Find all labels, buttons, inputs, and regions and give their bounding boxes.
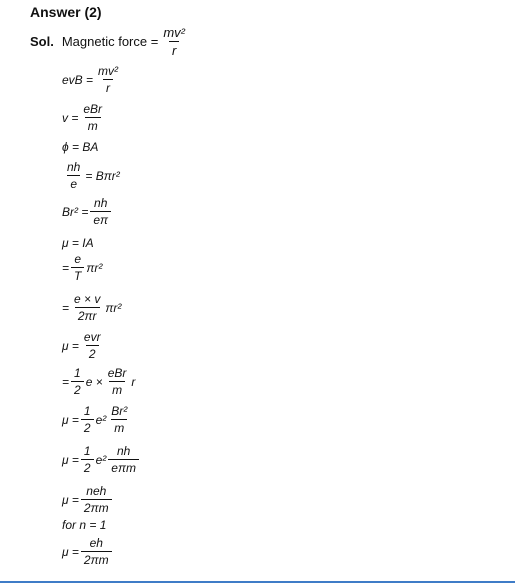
- step-fraction: [71, 252, 84, 283]
- step-fraction-numerator: mv²: [98, 64, 119, 78]
- step-fraction: [64, 160, 83, 191]
- step-line: [62, 160, 120, 191]
- step-fraction: [81, 330, 104, 361]
- step-fraction: [71, 292, 103, 323]
- step-line: [62, 236, 94, 250]
- step-fraction-numerator: nh: [94, 196, 108, 210]
- step-rhs: e²: [95, 412, 107, 427]
- step-lhs: Br² =: [62, 204, 89, 219]
- step-line: [62, 102, 107, 133]
- step-fraction-denominator: m: [85, 117, 101, 133]
- step-lhs: for n = 1: [62, 518, 107, 532]
- step-line: [62, 444, 141, 475]
- step-line: [62, 292, 121, 323]
- step-lhs: evB =: [62, 72, 94, 87]
- step-rhs: πr²: [86, 260, 103, 275]
- step-fraction: [80, 102, 105, 133]
- step-rhs-2: r: [131, 374, 136, 389]
- step-fraction-denominator: 2: [81, 419, 94, 435]
- step-line: [62, 404, 132, 435]
- step-lhs: μ = IA: [62, 236, 94, 250]
- step-rhs: πr²: [105, 300, 122, 315]
- step-line: [62, 330, 106, 361]
- step-fraction-2: [105, 366, 130, 397]
- step-lhs: μ =: [62, 338, 79, 353]
- sol-numerator: mv²: [163, 25, 185, 40]
- step-fraction-denominator: T: [71, 267, 84, 283]
- step-lhs: μ =: [62, 492, 79, 507]
- step-fraction-numerator: e × v: [74, 292, 101, 306]
- step-lhs: ϕ = BA: [62, 140, 99, 154]
- step-fraction-numerator: e: [74, 252, 82, 266]
- step-fraction-denominator: r: [103, 79, 113, 95]
- step-lhs: μ =: [62, 412, 79, 427]
- step-fraction-denominator: eπ: [90, 211, 111, 227]
- step-fraction-numerator: neh: [86, 484, 107, 498]
- step-fraction-denominator: e: [67, 175, 80, 191]
- step-fraction-2-numerator: eBr: [107, 366, 127, 380]
- step-fraction-2: [108, 444, 139, 475]
- step-fraction-2-denominator: m: [111, 419, 127, 435]
- step-lhs: μ =: [62, 544, 79, 559]
- step-line: [62, 484, 114, 515]
- step-fraction-denominator: 2πr: [75, 307, 100, 323]
- step-fraction-denominator: 2: [81, 459, 94, 475]
- step-fraction-numerator: eBr: [83, 102, 103, 116]
- step-lhs: =: [62, 260, 70, 275]
- step-line: [62, 196, 113, 227]
- answer-heading: Answer (2): [30, 4, 102, 20]
- solution-intro: [30, 25, 190, 58]
- step-rhs: = Bπr²: [85, 168, 120, 183]
- step-fraction: [71, 366, 84, 397]
- step-rhs: e ×: [85, 374, 103, 389]
- step-fraction-2-numerator: nh: [116, 444, 131, 458]
- step-lhs: =: [62, 374, 70, 389]
- step-fraction-2-denominator: eπm: [108, 459, 139, 475]
- sol-fraction: [160, 25, 188, 58]
- step-line: [62, 252, 102, 283]
- step-fraction-2-denominator: m: [109, 381, 125, 397]
- step-fraction-denominator: 2πm: [81, 551, 112, 567]
- step-fraction-numerator: 1: [83, 444, 91, 458]
- step-fraction-numerator: evr: [83, 330, 101, 344]
- step-fraction: [90, 196, 111, 227]
- step-rhs: e²: [95, 452, 107, 467]
- sol-label: Sol.: [30, 34, 54, 49]
- step-line: [62, 518, 106, 532]
- step-line: [62, 536, 114, 567]
- step-lhs: μ =: [62, 452, 79, 467]
- step-fraction-numerator: 1: [83, 404, 91, 418]
- step-fraction-numerator: nh: [67, 160, 81, 174]
- step-fraction-numerator: 1: [74, 366, 81, 380]
- step-fraction-2: [108, 404, 130, 435]
- step-fraction: [81, 444, 94, 475]
- step-fraction: [95, 64, 121, 95]
- step-lhs: =: [62, 300, 70, 315]
- step-fraction-2-numerator: Br²: [111, 404, 128, 418]
- sol-text: Magnetic force =: [61, 34, 159, 49]
- step-fraction-denominator: 2: [71, 381, 84, 397]
- step-fraction-numerator: eh: [89, 536, 103, 550]
- step-line: [62, 366, 135, 397]
- step-fraction: [81, 484, 112, 515]
- step-fraction: [81, 404, 94, 435]
- step-lhs: v =: [62, 110, 79, 125]
- step-fraction: [81, 536, 112, 567]
- step-line: [62, 64, 123, 95]
- step-fraction-denominator: 2πm: [81, 499, 112, 515]
- sol-denominator: r: [169, 41, 179, 58]
- step-fraction-denominator: 2: [86, 345, 99, 361]
- step-line: [62, 140, 98, 154]
